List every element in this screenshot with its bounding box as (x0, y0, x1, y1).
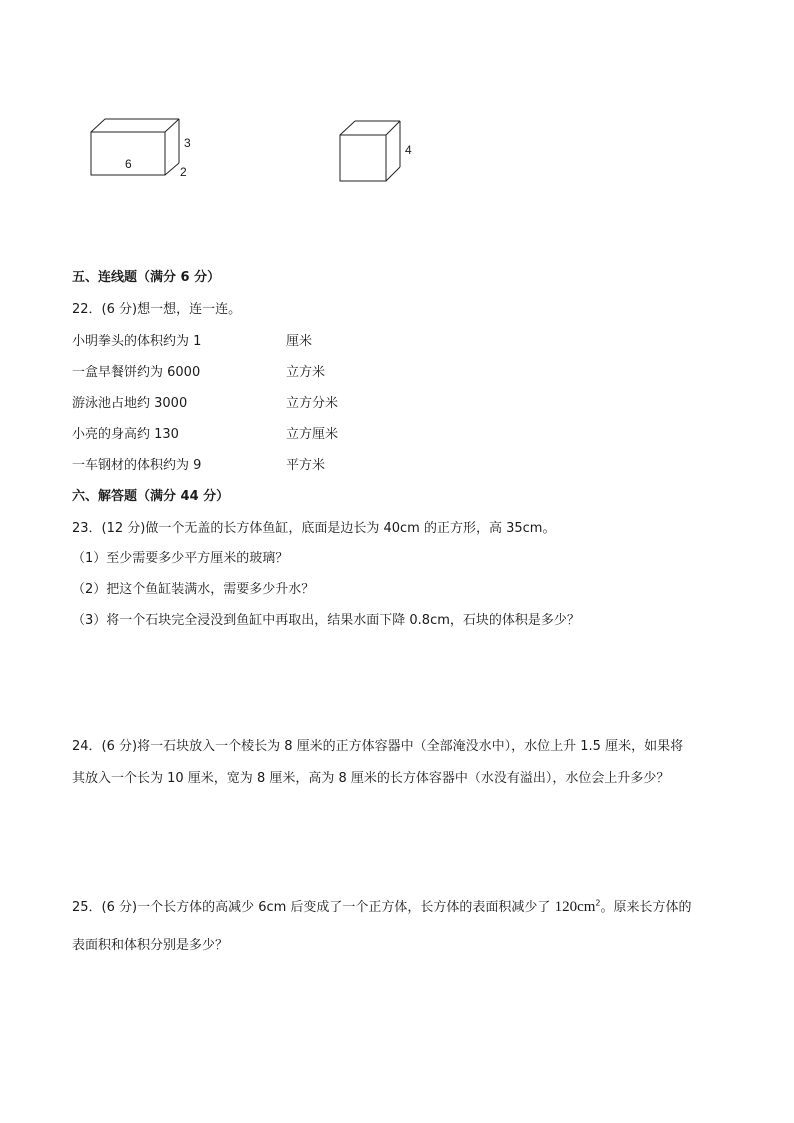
cuboid-width-label: 6 (125, 157, 132, 171)
q22-left-item: 一盒早餐饼约为 6000 (72, 365, 201, 380)
cube-edge-label: 4 (405, 143, 412, 157)
cube-figure (335, 115, 410, 190)
q22-left-item: 一车钢材的体积约为 9 (72, 458, 202, 473)
q25-line2: 表面积和体积分别是多少？ (72, 938, 229, 953)
q24-line2: 其放入一个长为 10 厘米，宽为 8 厘米，高为 8 厘米的长方体容器中（水没有溢出），水位会上升多少？ (72, 771, 670, 786)
q24-line1: 24．(6 分)将一石块放入一个棱长为 8 厘米的正方体容器中（全部淹没水中），水位上升 1.5 厘米，如果将 (72, 739, 684, 754)
cuboid-depth-label: 2 (180, 165, 187, 179)
cuboid-figure (85, 115, 185, 185)
section6-heading: 六、解答题（满分 44 分） (72, 489, 230, 504)
q22-left-item: 小亮的身高约 130 (72, 427, 179, 442)
q22-left-item: 游泳池占地约 3000 (72, 396, 188, 411)
q22-title: 22．(6 分)想一想，连一连。 (72, 302, 242, 317)
q25-line1-text: 25．(6 分)一个长方体的高减少 6cm 后变成了一个正方体，长方体的表面积减少了 (72, 900, 555, 915)
q22-left-item: 小明拳头的体积约为 1 (72, 334, 202, 349)
q23-title: 23．(12 分)做一个无盖的长方体鱼缸，底面是边长为 40cm 的正方形，高 35cm。 (72, 521, 556, 536)
q23-sub3: （3）将一个石块完全浸没到鱼缸中再取出，结果水面下降 0.8cm，石块的体积是多少？ (72, 613, 580, 628)
q22-right-item: 平方米 (286, 458, 326, 473)
q22-right-item: 立方分米 (286, 396, 339, 411)
q25-line1-end: 。原来长方体的 (600, 900, 692, 915)
q22-right-item: 立方厘米 (286, 427, 339, 442)
q25-line1 (72, 899, 692, 916)
cuboid-height-label: 3 (184, 136, 191, 150)
q25-area-exponent: 2 (595, 898, 601, 908)
q22-right-item: 厘米 (286, 334, 313, 349)
q25-area-value: 120cm (554, 899, 596, 915)
q23-sub2: （2）把这个鱼缸装满水，需要多少升水？ (72, 582, 315, 597)
q23-sub1: （1）至少需要多少平方厘米的玻璃？ (72, 551, 289, 566)
section5-heading: 五、连线题（满分 6 分） (72, 270, 221, 285)
q22-right-item: 立方米 (286, 365, 326, 380)
